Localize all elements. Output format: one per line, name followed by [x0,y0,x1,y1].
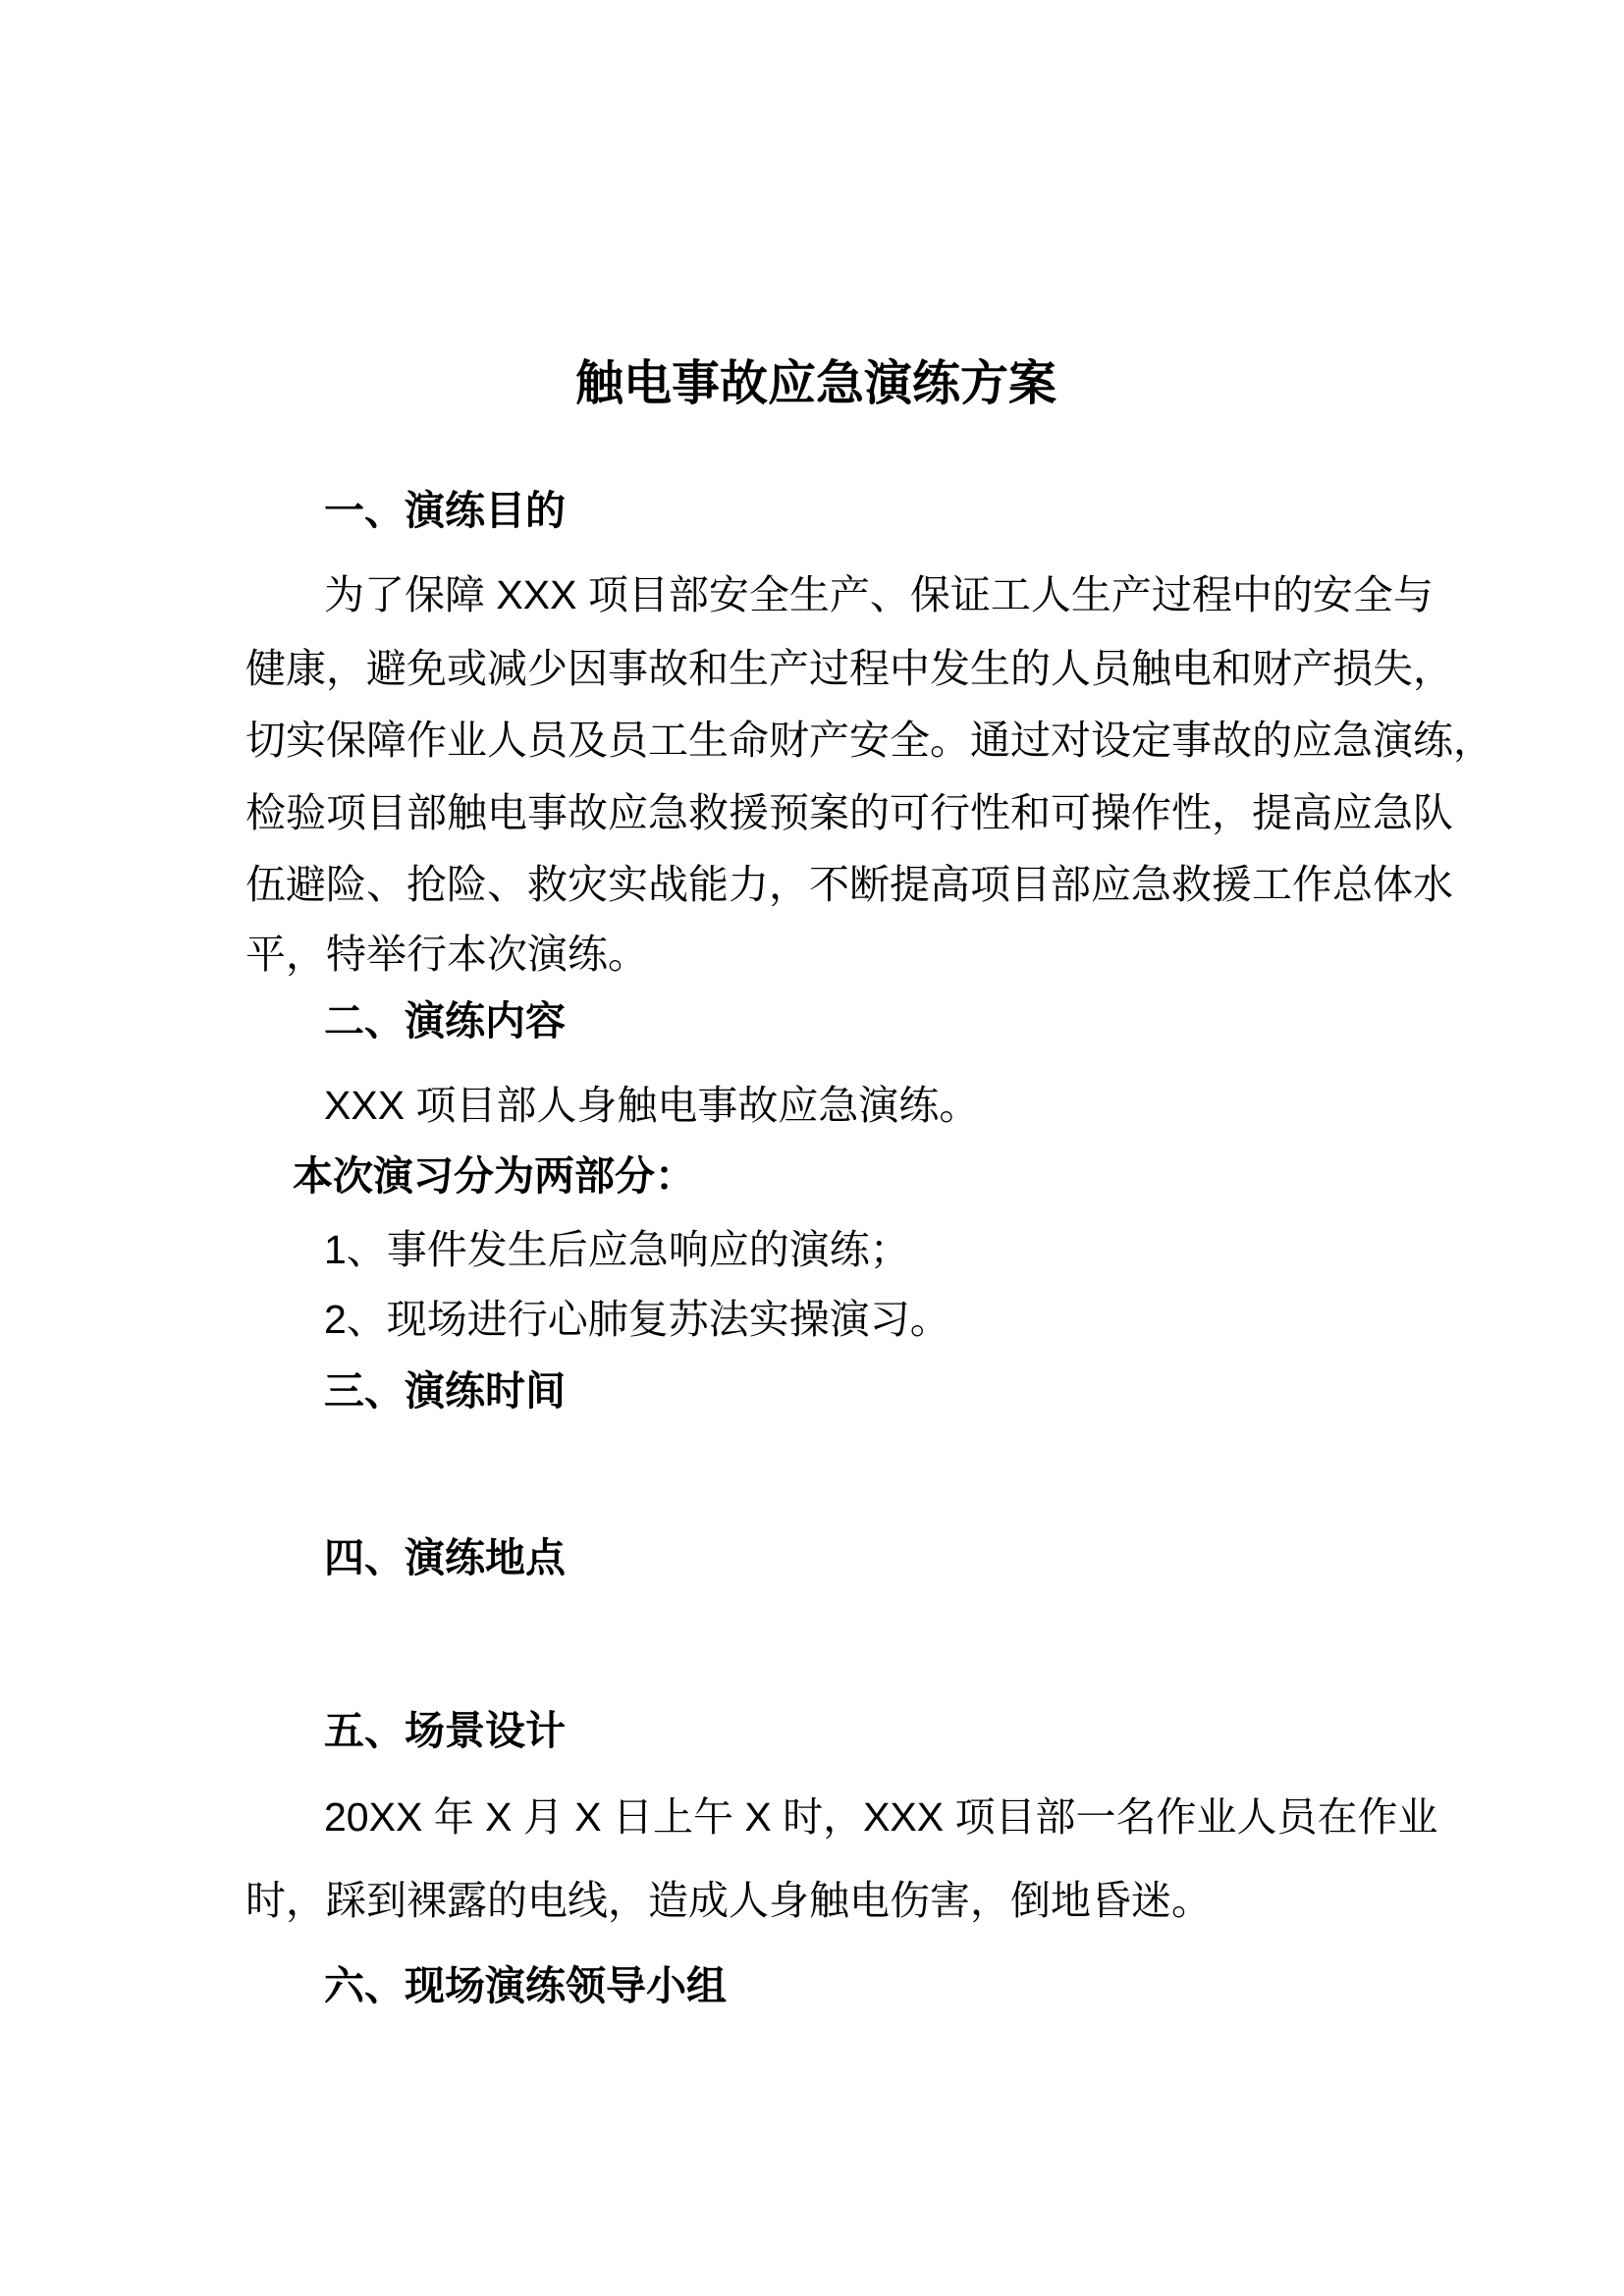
section-2-intro-line: XXX 项目部人身触电事故应急演练。 [324,1083,980,1128]
section-2-item-2: 2、现场进行心肺复苏法实操演习。 [324,1297,950,1342]
section-2-heading: 二、演练内容 [324,998,566,1043]
section-5-heading: 五、场景设计 [324,1708,566,1753]
section-3-heading: 三、演练时间 [324,1368,566,1414]
section-6-heading: 六、现场演练领导小组 [324,1963,727,2008]
section-1-paragraph-line-4: 检验项目部触电事故应急救援预案的可行性和可操作性，提高应急队 [245,790,1453,835]
section-1-paragraph-line-5: 伍避险、抢险、救灾实战能力，不断提高项目部应急救援工作总体水 [245,862,1453,907]
section-5-paragraph-line-1: 20XX 年 X 月 X 日上午 X 时，XXX 项目部一名作业人员在作业 [324,1794,1438,1840]
section-1-paragraph-line-3: 切实保障作业人员及员工生命财产安全。通过对设定事故的应急演练， [245,718,1493,763]
section-2-subheading: 本次演习分为两部分： [293,1153,695,1199]
section-5-paragraph-line-2: 时，踩到裸露的电线，造成人身触电伤害，倒地昏迷。 [245,1878,1212,1923]
section-1-paragraph-line-1: 为了保障 XXX 项目部安全生产、保证工人生产过程中的安全与 [324,572,1434,617]
section-4-heading: 四、演练地点 [324,1535,566,1580]
section-2-item-1: 1、事件发生后应急响应的演练； [324,1227,910,1272]
section-1-paragraph-line-6: 平，特举行本次演练。 [245,932,648,977]
section-1-heading: 一、演练目的 [324,488,566,533]
page-title: 触电事故应急演练方案 [574,356,1056,410]
section-1-paragraph-line-2: 健康，避免或减少因事故和生产过程中发生的人员触电和财产损失， [245,646,1453,691]
